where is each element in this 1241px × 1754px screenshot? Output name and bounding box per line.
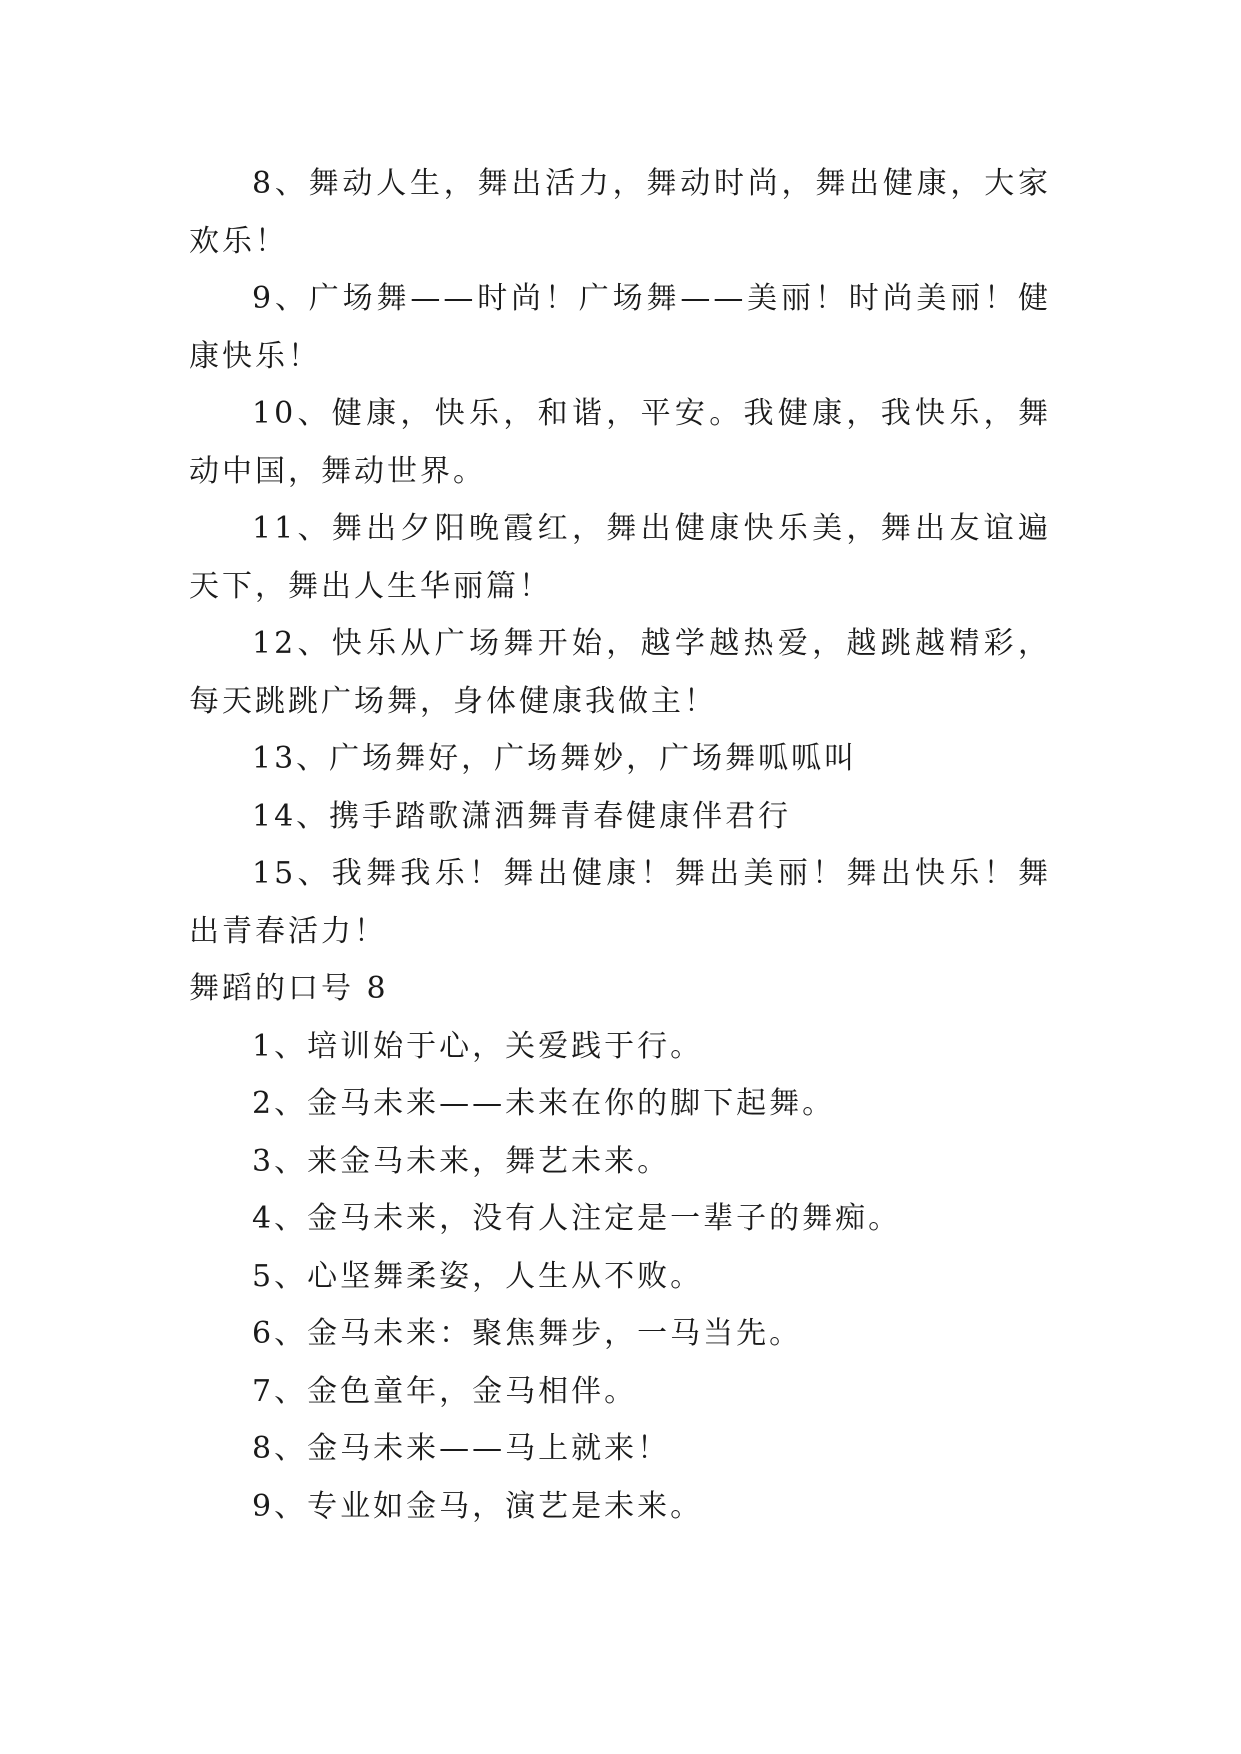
section-heading: 舞蹈的口号 8	[189, 971, 389, 1006]
slogan-item: 14、携手踏歌潇洒舞青春健康伴君行	[252, 798, 792, 834]
slogan-item: 4、金马未来，没有人注定是一辈子的舞痴。	[252, 1201, 902, 1236]
slogan-item: 15、我舞我乐！舞出健康！舞出美丽！舞出快乐！舞出青春活力！	[189, 856, 1051, 949]
slogan-item: 12、快乐从广场舞开始，越学越热爱，越跳越精彩，每天跳跳广场舞，身体健康我做主！	[189, 626, 1051, 719]
slogan-item: 13、广场舞好，广场舞妙，广场舞呱呱叫	[252, 741, 858, 776]
slogan-item: 8、舞动人生，舞出活力，舞动时尚，舞出健康，大家欢乐！	[189, 166, 1051, 259]
slogan-item: 9、广场舞——时尚！广场舞——美丽！时尚美丽！健康快乐！	[189, 281, 1051, 374]
slogan-item: 6、金马未来：聚焦舞步，一马当先。	[252, 1316, 803, 1351]
slogan-item: 2、金马未来——未来在你的脚下起舞。	[252, 1086, 836, 1121]
slogan-item: 3、来金马未来，舞艺未来。	[252, 1143, 671, 1179]
slogan-item: 8、金马未来——马上就来！	[252, 1431, 671, 1466]
document-body	[189, 155, 1051, 1535]
slogan-item: 11、舞出夕阳晚霞红，舞出健康快乐美，舞出友谊遍天下，舞出人生华丽篇！	[189, 511, 1051, 604]
slogan-item: 1、培训始于心，关爱践于行。	[252, 1028, 704, 1064]
slogan-item: 9、专业如金马，演艺是未来。	[252, 1488, 704, 1524]
slogan-item: 10、健康，快乐，和谐，平安。我健康，我快乐，舞动中国，舞动世界。	[189, 396, 1051, 489]
slogan-item: 7、金色童年，金马相伴。	[252, 1373, 638, 1409]
slogan-item: 5、心坚舞柔姿，人生从不败。	[252, 1258, 704, 1294]
